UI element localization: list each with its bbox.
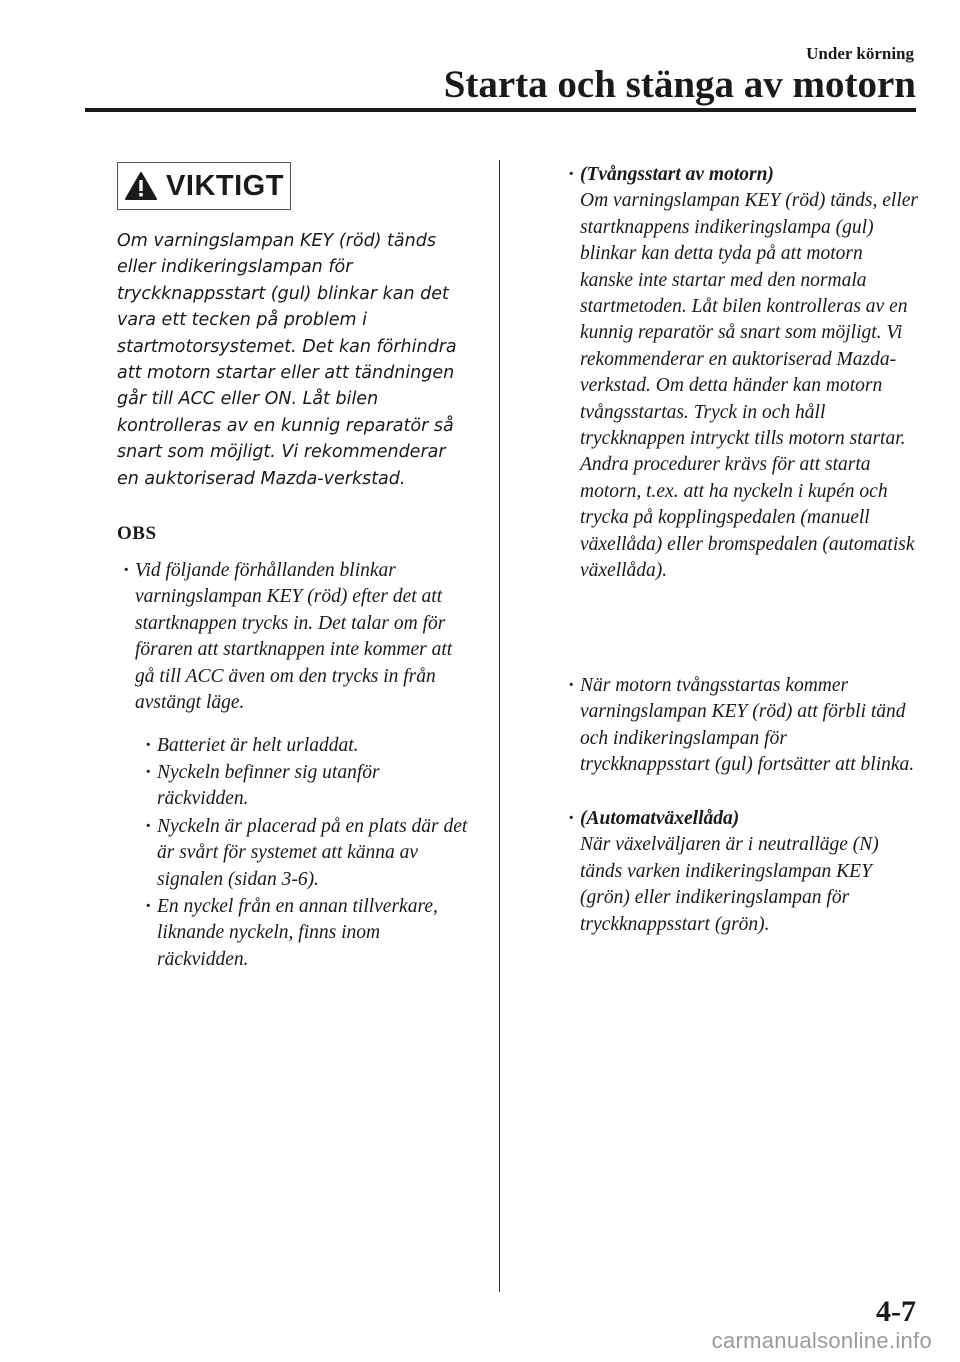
note-sub-bullet: [145, 760, 469, 813]
right-bullet-heading: (Tvångsstart av motorn): [580, 164, 774, 185]
note-sub-bullet-text: Nyckeln är placerad på en plats där det är svårt för systemet att känna av signalen (sidan 3-6).: [157, 816, 468, 890]
column-divider: [499, 160, 500, 1292]
note-sub-bullet-text: Batteriet är helt urladdat.: [157, 735, 359, 756]
note-sub-bullet: [145, 733, 469, 759]
right-bullet: [568, 162, 918, 585]
right-bullet-text: När växelväljaren är i neutralläge (N) tänds varken indikeringslampan KEY (grön) eller indikeringslampan för tryckknappsstart (grön).: [580, 834, 879, 935]
right-bullet-text: Om varningslampan KEY (röd) tänds, eller startknappens indikeringslampa (gul) blinkar kan detta tyda på att motorn kanske inte startar med den normala startmetoden. Låt bilen kontrolleras av en kunnig reparatör så snart som möjligt. Vi rekommenderar en auktoriserad Mazda-verkstad. Om detta händer kan motorn tvångsstartas. Tryck in och håll tryckknappen intryckt tills motorn startar. Andra procedurer krävs för att starta motorn, t.ex. att ha nyckeln i kupén och trycka på kopplingspedalen (manuell växellåda) eller bromspedalen (automatisk växellåda).: [580, 190, 918, 582]
bullet-dot: ·: [568, 675, 575, 696]
warning-box: [117, 162, 291, 210]
right-bullet-heading: (Automatväxellåda): [580, 808, 740, 829]
note-sub-bullet-text: Nyckeln befinner sig utanför räckvidden.: [157, 762, 380, 810]
bullet-dot: ·: [568, 808, 575, 829]
page-title: Starta och stänga av motorn: [443, 63, 916, 106]
note-sub-bullet: [145, 814, 469, 893]
header-rule: [85, 108, 916, 112]
bullet-dot: ·: [145, 896, 152, 917]
bullet-dot: ·: [145, 816, 152, 837]
warning-triangle-icon: [124, 171, 158, 201]
bullet-dot: ·: [123, 560, 130, 581]
note-label: OBS: [117, 523, 157, 544]
note-sub-bullet-text: En nyckel från en annan tillverkare, liknande nyckeln, finns inom räckvidden.: [157, 896, 438, 970]
bullet-dot: ·: [145, 762, 152, 783]
right-bullet-text: När motorn tvångsstartas kommer varningslampan KEY (röd) att förbli tänd och indikeringslampan för tryckknappsstart (gul) fortsätter att blinka.: [580, 675, 915, 776]
header-section-label: Under körning: [806, 44, 914, 63]
note-sub-bullet: [145, 894, 469, 973]
note-main-bullet-text: Vid följande förhållanden blinkar varningslampan KEY (röd) efter det att startknappen trycks in. Det talar om för föraren att startknappen inte kommer att gå till ACC även om den trycks in från avstängt läge.: [135, 560, 453, 714]
note-main-bullet: [123, 558, 469, 716]
watermark-link[interactable]: carmanualsonline.info: [711, 1328, 932, 1353]
right-bullet: [568, 806, 918, 938]
bullet-dot: ·: [568, 164, 575, 185]
right-bullet: [568, 673, 918, 779]
warning-text: Om varningslampan KEY (röd) tänds eller indikeringslampan för tryckknappsstart (gul) blinkar kan det vara ett tecken på problem i startmotorsystemet. Det kan förhindra att motorn startar eller att tändningen går till ACC eller ON. Låt bilen kontrolleras av en kunnig reparatör så snart som möjligt. Vi rekommenderar en auktoriserad Mazda-verkstad.: [117, 231, 457, 489]
warning-label: VIKTIGT: [166, 169, 284, 202]
bullet-dot: ·: [145, 735, 152, 756]
page-number: 4-7: [876, 1295, 916, 1328]
